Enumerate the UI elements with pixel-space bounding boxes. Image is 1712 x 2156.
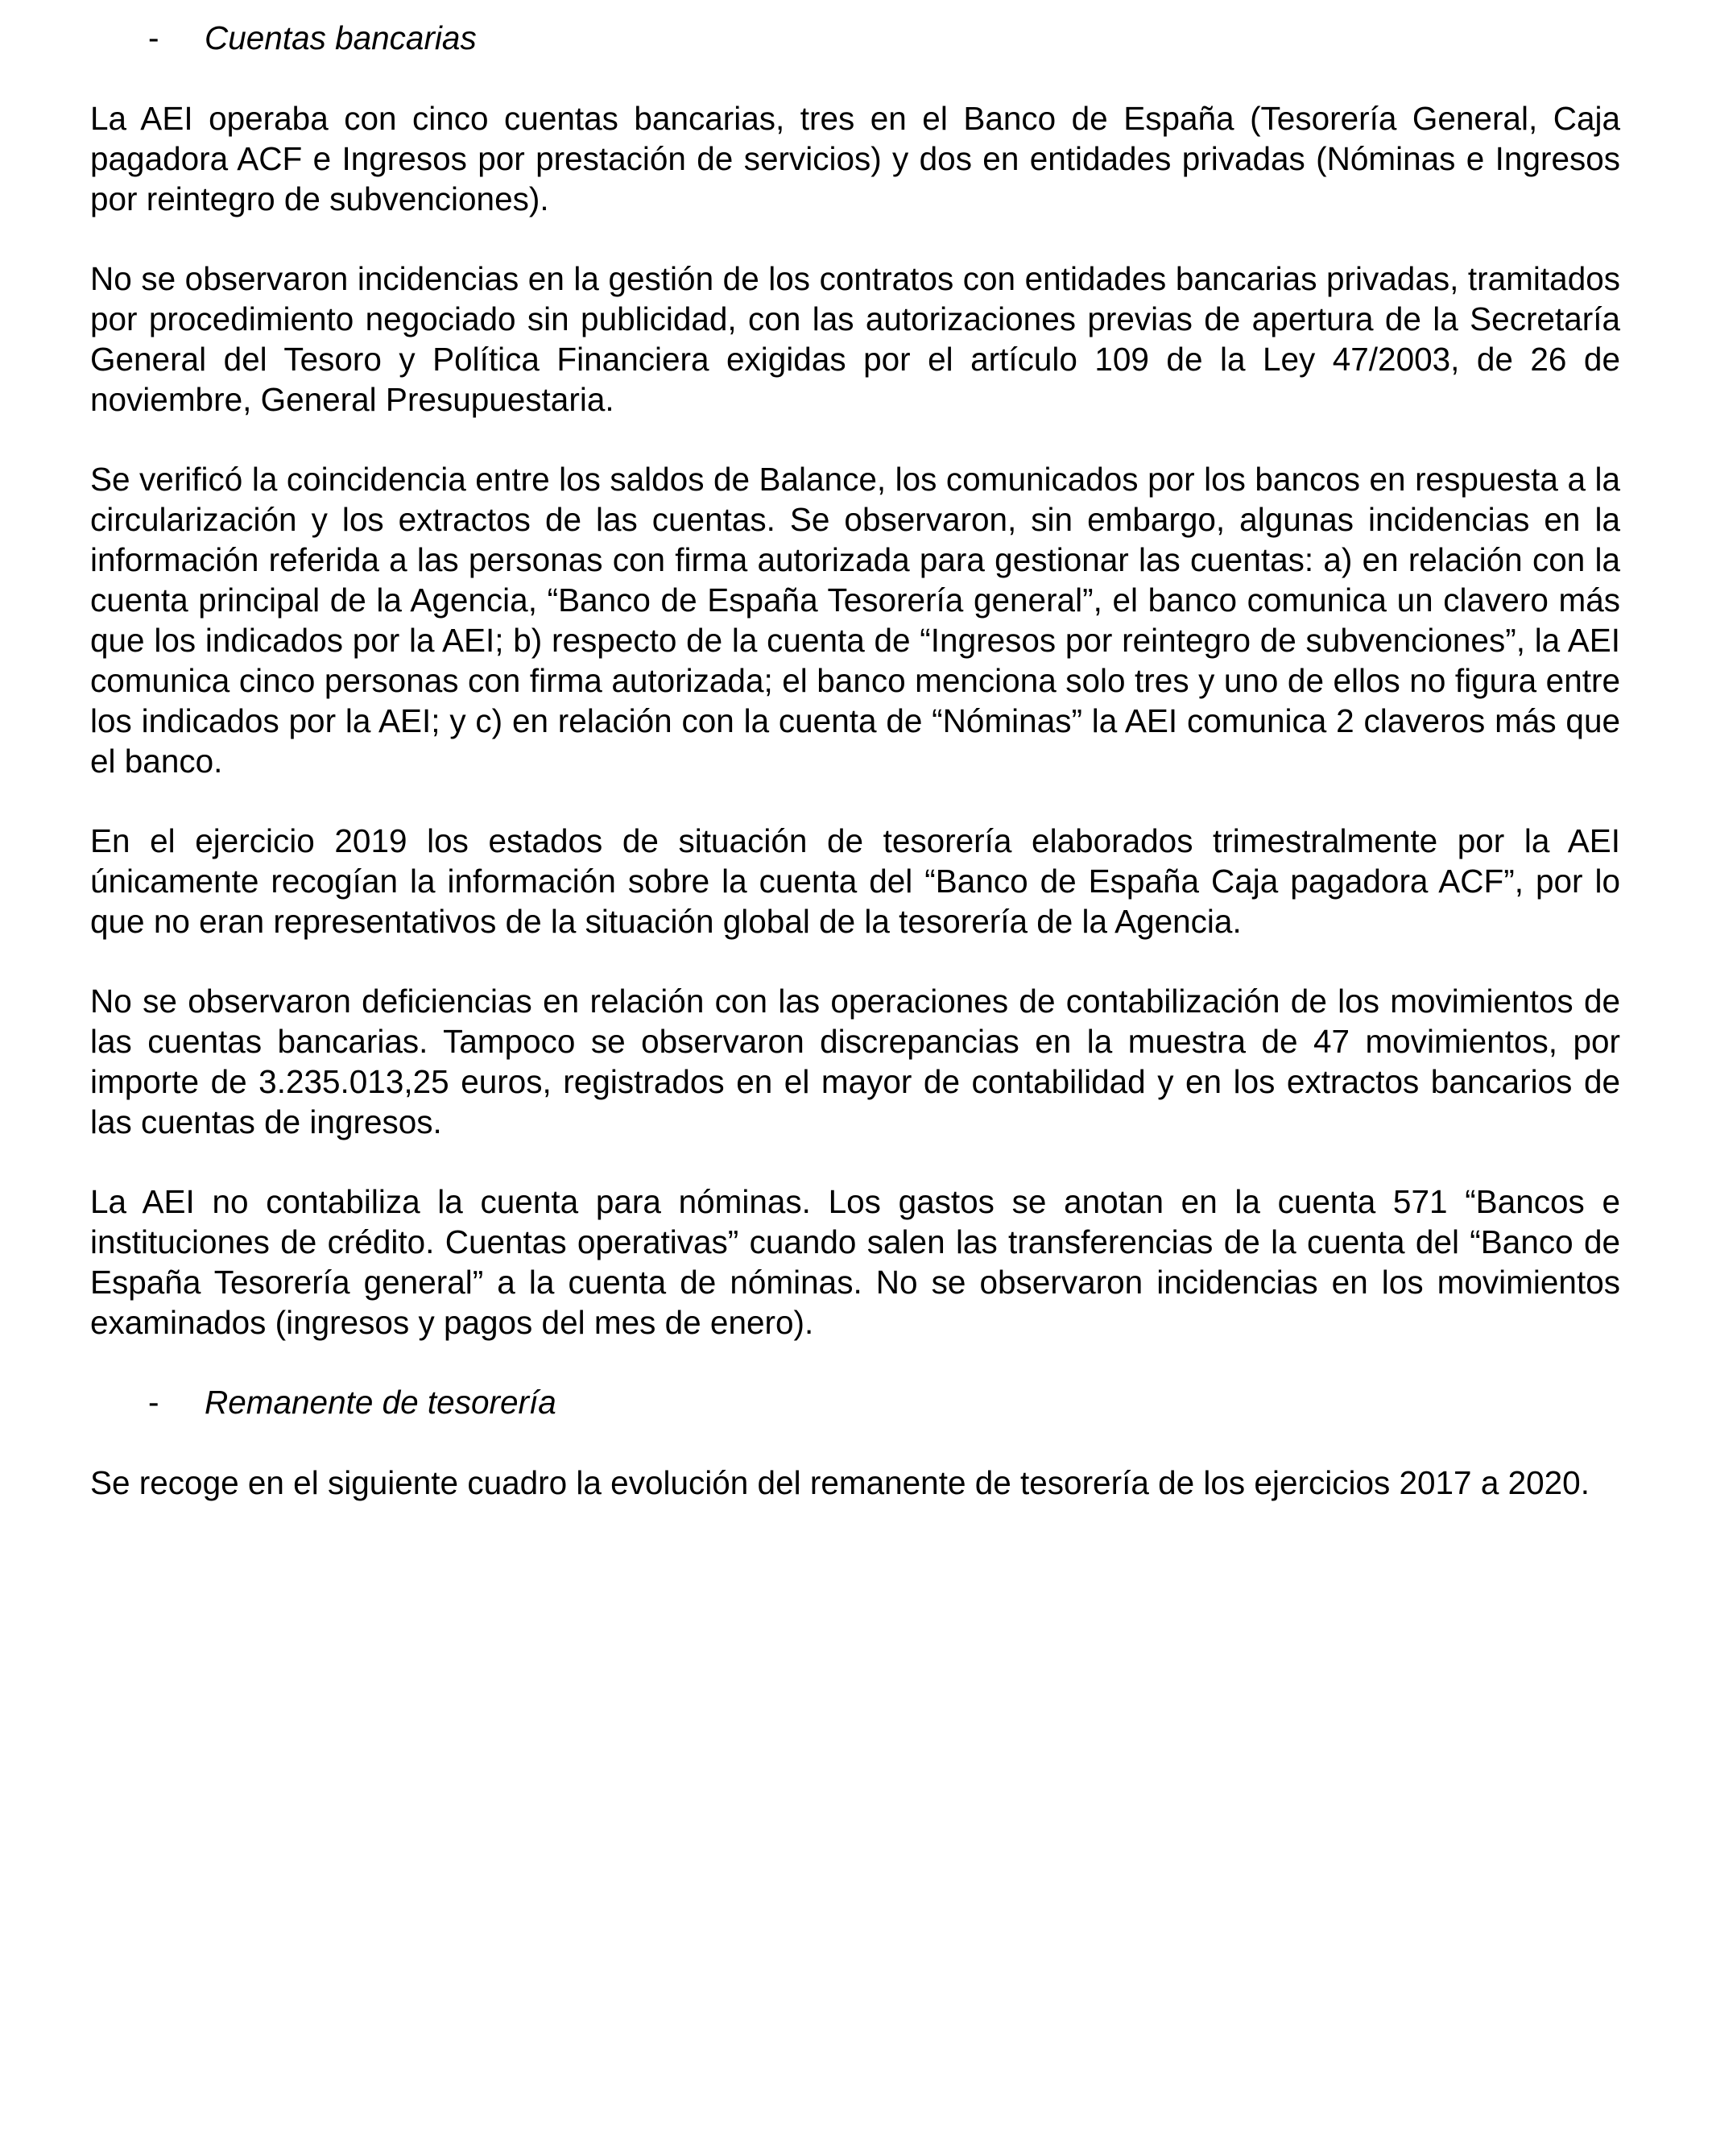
section-heading-bank-accounts [90, 18, 1620, 63]
paragraph: En el ejercicio 2019 los estados de situación de tesorería elaborados trimestralmente por la AEI únicamente recogían la información sobre la cuenta del “Banco de España Caja pagadora ACF”, por lo que no eran representativos de la situación global de la tesorería de la Agencia. [90, 822, 1620, 940]
paragraph: Se recoge en el siguiente cuadro la evolución del remanente de tesorería de los ejercicios 2017 a 2020. [90, 1464, 1590, 1501]
paragraph: No se observaron incidencias en la gestión de los contratos con entidades bancarias privadas, tramitados por procedimiento negociado sin publicidad, con las autorizaciones previas de apertura de la Secretaría General del Tesoro y Política Financiera exigidas por el artículo 109 de la Ley 47/2003, de 26 de noviembre, General Presupuestaria. [90, 260, 1620, 418]
document-page [90, 18, 1620, 1542]
paragraph: La AEI no contabiliza la cuenta para nóminas. Los gastos se anotan en la cuenta 571 “Bancos e instituciones de crédito. Cuentas operativas” cuando salen las transferencias de la cuenta del “Banco de España Tesorería general” a la cuenta de nóminas. No se observaron incidencias en los movimientos examinados (ingresos y pagos del mes de enero). [90, 1183, 1620, 1341]
paragraph: Se verificó la coincidencia entre los saldos de Balance, los comunicados por los bancos en respuesta a la circularización y los extractos de las cuentas. Se observaron, sin embargo, algunas incidencias en la información referida a las personas con firma autorizada para gestionar las cuentas: a) en relación con la cuenta principal de la Agencia, “Banco de España Tesorería general”, el banco comunica un clavero más que los indicados por la AEI; b) respecto de la cuenta de “Ingresos por reintegro de subvenciones”, la AEI comunica cinco personas con firma autorizada; el banco menciona solo tres y uno de ellos no figura entre los indicados por la AEI; y c) en relación con la cuenta de “Nóminas” la AEI comunica 2 claveros más que el banco. [90, 461, 1620, 780]
section-title: Cuentas bancarias [205, 19, 477, 56]
section-title: Remanente de tesorería [205, 1384, 556, 1421]
paragraph: No se observaron deficiencias en relación con las operaciones de contabilización de los movimientos de las cuentas bancarias. Tampoco se observaron discrepancias en la muestra de 47 movimientos, por importe de 3.235.013,25 euros, registrados en el mayor de contabilidad y en los extractos bancarios de las cuentas de ingresos. [90, 983, 1620, 1140]
paragraph: La AEI operaba con cinco cuentas bancarias, tres en el Banco de España (Tesorería General, Caja pagadora ACF e Ingresos por prestación de servicios) y dos en entidades privadas (Nóminas e Ingresos por reintegro de subvenciones). [90, 100, 1620, 217]
section-heading-treasury-remainder [90, 1382, 1620, 1427]
bullet-dash: - [148, 1384, 159, 1421]
bullet-dash: - [148, 19, 159, 56]
